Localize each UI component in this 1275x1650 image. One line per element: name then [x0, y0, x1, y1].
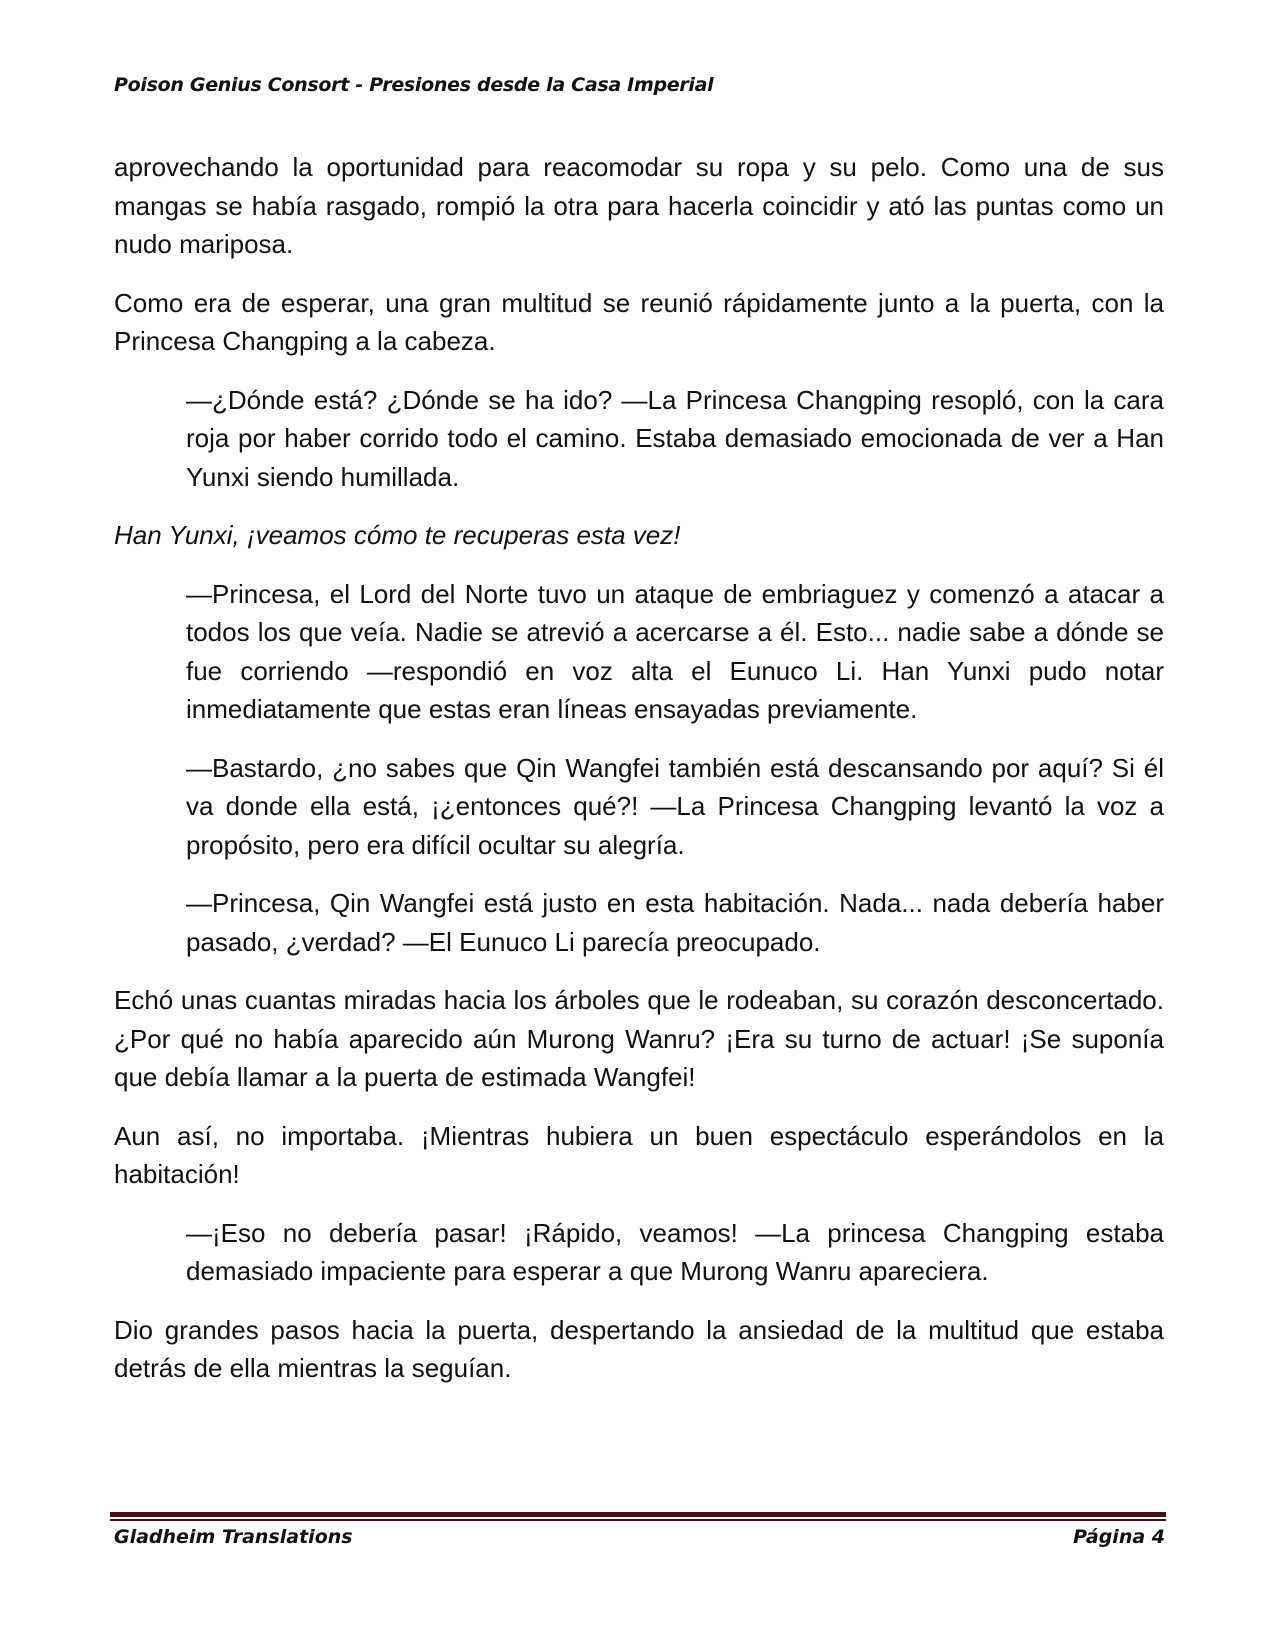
document-body	[114, 148, 1164, 1408]
footer-divider	[110, 1512, 1166, 1521]
paragraph: Echó unas cuantas miradas hacia los árboles que le rodeaban, su corazón desconcertado. ¿Por qué no había aparecido aún Murong Wanru? ¡Era su turno de actuar! ¡Se suponía que debía llamar a la puerta de estimada Wangfei!	[114, 985, 1164, 1092]
italic-thought: Han Yunxi, ¡veamos cómo te recuperas esta vez!	[114, 520, 681, 550]
page-header-title: Poison Genius Consort - Presiones desde la Casa Imperial	[114, 74, 714, 96]
footer-page-number: Página 4	[1073, 1526, 1165, 1548]
footer-divider-thick	[110, 1512, 1166, 1517]
footer-divider-thin	[110, 1519, 1166, 1521]
dialogue-paragraph: —¡Eso no debería pasar! ¡Rápido, veamos! —La princesa Changping estaba demasiado impaciente para esperar a que Murong Wanru apareciera.	[186, 1217, 1164, 1286]
paragraph: Como era de esperar, una gran multitud se reunió rápidamente junto a la puerta, con la Princesa Changping a la cabeza.	[114, 287, 1164, 356]
paragraph: Aun así, no importaba. ¡Mientras hubiera un buen espectáculo esperándolos en la habitación!	[114, 1120, 1164, 1189]
dialogue-paragraph: —Princesa, el Lord del Norte tuvo un ataque de embriaguez y comenzó a atacar a todos los que veía. Nadie se atrevió a acercarse a él. Esto... nadie sabe a dónde se fue corriendo —respondió en voz alta el Eunuco Li. Han Yunxi pudo notar inmediatamente que estas eran líneas ensayadas previamente.	[186, 578, 1164, 724]
dialogue-paragraph: —¿Dónde está? ¿Dónde se ha ido? —La Princesa Changping resopló, con la cara roja por haber corrido todo el camino. Estaba demasiado emocionada de ver a Han Yunxi siendo humillada.	[186, 384, 1164, 492]
dialogue-paragraph: —Princesa, Qin Wangfei está justo en esta habitación. Nada... nada debería haber pasado, ¿verdad? —El Eunuco Li parecía preocupado.	[186, 888, 1164, 957]
paragraph: Dio grandes pasos hacia la puerta, despertando la ansiedad de la multitud que estaba detrás de ella mientras la seguían.	[114, 1314, 1164, 1383]
footer-publisher: Gladheim Translations	[114, 1526, 353, 1548]
paragraph: aprovechando la oportunidad para reacomodar su ropa y su pelo. Como una de sus mangas se había rasgado, rompió la otra para hacerla coincidir y ató las puntas como un nudo mariposa.	[114, 152, 1164, 259]
dialogue-paragraph: —Bastardo, ¿no sabes que Qin Wangfei también está descansando por aquí? Si él va donde ella está, ¡¿entonces qué?! —La Princesa Changping levantó la voz a propósito, pero era difícil ocultar su alegría.	[186, 752, 1164, 860]
